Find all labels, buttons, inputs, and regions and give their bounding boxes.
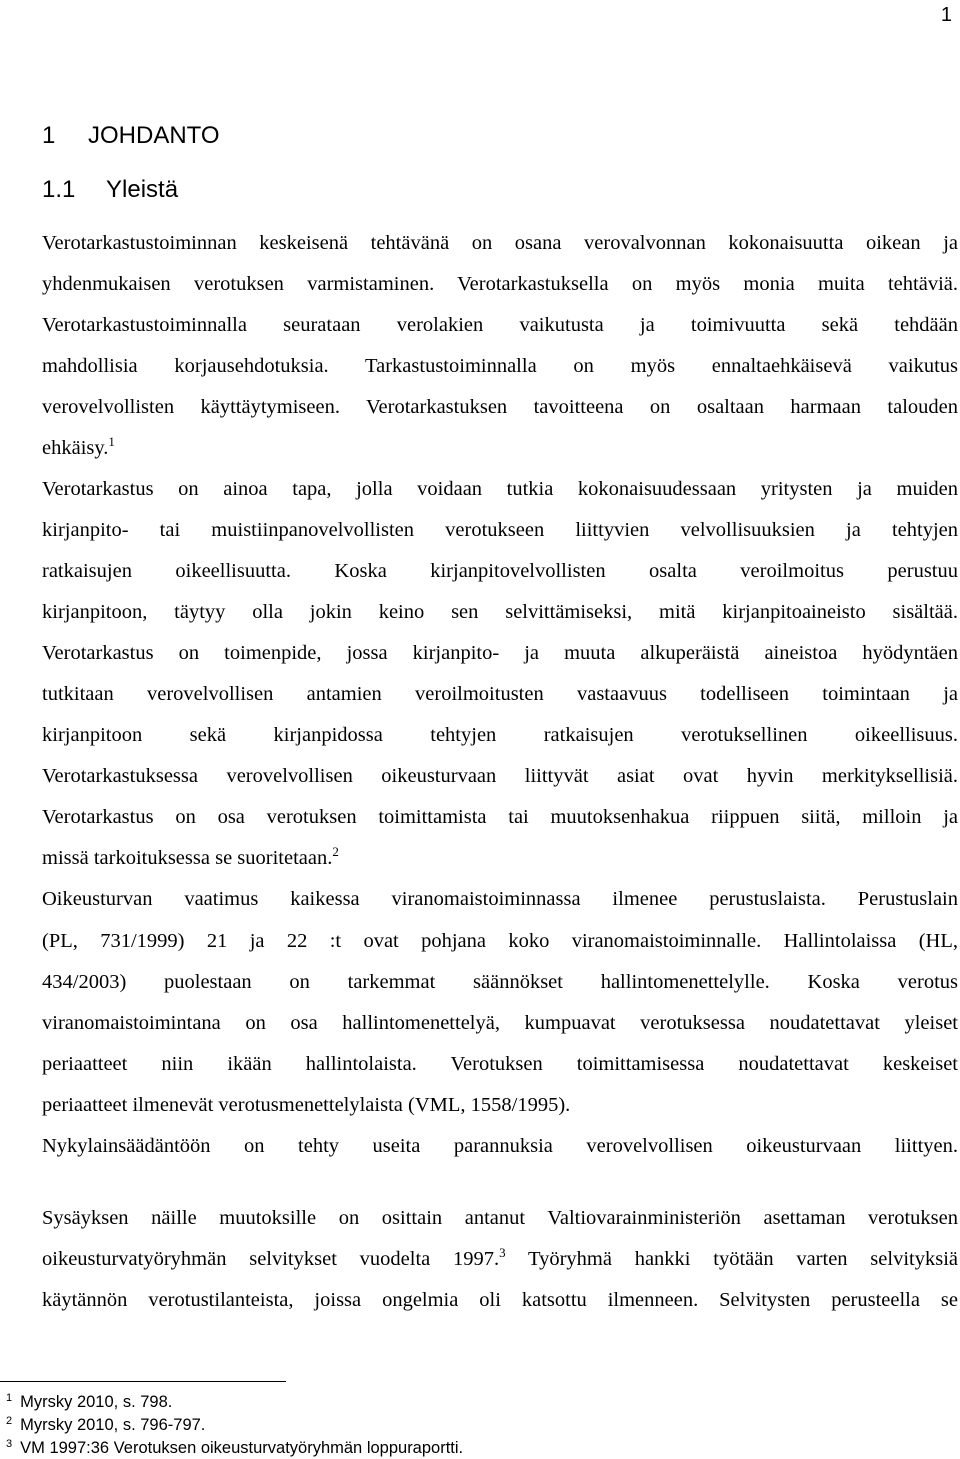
text-line-content: Verotarkastus on toimenpide, jossa kirjanpito- ja muuta alkuperäistä aineistoa hyödyntäen bbox=[42, 642, 958, 664]
text-line bbox=[42, 1245, 958, 1273]
text-line bbox=[42, 639, 958, 667]
text-line bbox=[42, 721, 958, 749]
text-line-content: periaatteet ilmenevät verotusmenettelylaista (VML, 1558/1995). bbox=[42, 1094, 571, 1116]
footnote bbox=[6, 1437, 463, 1459]
text-line-content: Sysäyksen näille muutoksille on osittain antanut Valtiovarainministeriön asettaman verotuksen bbox=[42, 1207, 958, 1229]
text-line-content: ratkaisujen oikeellisuutta. Koska kirjanpitovelvollisten osalta veroilmoitus perustuu bbox=[42, 560, 958, 582]
text-line bbox=[42, 844, 958, 872]
footnote-reference[interactable]: 2 bbox=[332, 844, 339, 859]
text-line bbox=[42, 475, 958, 503]
text-line-continuation: Työryhmä hankki työtään varten selvityksiä bbox=[505, 1248, 958, 1270]
text-line bbox=[42, 927, 958, 955]
text-line bbox=[42, 229, 958, 257]
text-line bbox=[42, 762, 958, 790]
text-line bbox=[42, 1286, 958, 1314]
text-line bbox=[42, 803, 958, 831]
text-line-content: oikeusturvatyöryhmän selvitykset vuodelta 1997. bbox=[42, 1248, 500, 1270]
text-line bbox=[42, 1050, 958, 1078]
text-line bbox=[42, 885, 958, 913]
footnote-reference[interactable]: 3 bbox=[499, 1245, 506, 1260]
footnote-text: VM 1997:36 Verotuksen oikeusturvatyöryhmän loppuraportti. bbox=[20, 1439, 464, 1457]
text-line bbox=[42, 557, 958, 585]
footnote bbox=[6, 1414, 205, 1436]
page-number: 1 bbox=[940, 4, 952, 26]
text-line-content: kirjanpitoon sekä kirjanpidossa tehtyjen ratkaisujen verotuksellinen oikeellisuus. bbox=[42, 724, 958, 746]
text-line bbox=[42, 1009, 958, 1037]
text-line-content: 434/2003) puolestaan on tarkemmat säännökset hallintomenettelylle. Koska verotus bbox=[42, 971, 958, 993]
text-line bbox=[42, 1132, 958, 1160]
text-line-content: Verotarkastus on ainoa tapa, jolla voidaan tutkia kokonaisuudessaan yritysten ja muiden bbox=[42, 478, 958, 500]
text-line bbox=[42, 1204, 958, 1232]
text-line-content: verovelvollisten käyttäytymiseen. Verotarkastuksen tavoitteena on osaltaan harmaan talouden bbox=[42, 396, 958, 418]
text-line-content: kirjanpitoon, täytyy olla jokin keino sen selvittämiseksi, mitä kirjanpitoaineisto sisältää. bbox=[42, 601, 958, 623]
text-line bbox=[42, 393, 958, 421]
text-line bbox=[42, 968, 958, 996]
text-line-content: yhdenmukaisen verotuksen varmistaminen. Verotarkastuksella on myös monia muita tehtäviä. bbox=[42, 273, 958, 295]
text-line-content: viranomaistoimintana on osa hallintomenettelyä, kumpuavat verotuksessa noudatettavat yleiset bbox=[42, 1012, 958, 1034]
footnote-text: Myrsky 2010, s. 796-797. bbox=[20, 1416, 206, 1434]
text-line-content: käytännön verotustilanteista, joissa ongelmia oli katsottu ilmenneen. Selvitysten perusteella se bbox=[42, 1289, 958, 1311]
text-line-content: Oikeusturvan vaatimus kaikessa viranomaistoiminnassa ilmenee perustuslaista. Perustuslain bbox=[42, 888, 958, 910]
text-line-content: Verotarkastus on osa verotuksen toimittamista tai muutoksenhakua riippuen siitä, milloin ja bbox=[42, 806, 958, 828]
text-line-content: (PL, 731/1999) 21 ja 22 :t ovat pohjana koko viranomaistoiminnalle. Hallintolaissa (HL, bbox=[42, 930, 958, 952]
footnote-number: 2 bbox=[6, 1415, 13, 1427]
section-number: 1.1 bbox=[42, 176, 76, 203]
text-line bbox=[42, 516, 958, 544]
text-line bbox=[42, 1091, 958, 1119]
text-line bbox=[42, 352, 958, 380]
footnote-reference[interactable]: 1 bbox=[108, 434, 115, 449]
text-line bbox=[42, 270, 958, 298]
text-line-content: periaatteet niin ikään hallintolaista. Verotuksen toimittamisessa noudatettavat keskeiset bbox=[42, 1053, 958, 1075]
text-line-content: Verotarkastuksessa verovelvollisen oikeusturvaan liittyvät asiat ovat hyvin merkityksellisiä. bbox=[42, 765, 958, 787]
text-line bbox=[42, 311, 958, 339]
footnote-number: 3 bbox=[6, 1438, 13, 1450]
chapter-title: JOHDANTO bbox=[88, 122, 220, 149]
footnote-number: 1 bbox=[6, 1392, 13, 1404]
text-line-content: ehkäisy. bbox=[42, 437, 109, 459]
footnote-text: Myrsky 2010, s. 798. bbox=[20, 1393, 173, 1411]
text-line-content: Nykylainsäädäntöön on tehty useita parannuksia verovelvollisen oikeusturvaan liittyen. bbox=[42, 1135, 958, 1157]
footnote bbox=[6, 1391, 172, 1413]
text-line bbox=[42, 434, 958, 462]
text-line-content: Verotarkastustoiminnalla seurataan verolakien vaikutusta ja toimivuutta sekä tehdään bbox=[42, 314, 958, 336]
chapter-heading bbox=[42, 122, 220, 150]
text-line-content: mahdollisia korjausehdotuksia. Tarkastustoiminnalla on myös ennaltaehkäisevä vaikutus bbox=[42, 355, 958, 377]
text-line-content: missä tarkoituksessa se suoritetaan. bbox=[42, 847, 333, 869]
text-line-content: tutkitaan verovelvollisen antamien veroilmoitusten vastaavuus todelliseen toimintaan ja bbox=[42, 683, 958, 705]
text-line-content: Verotarkastustoiminnan keskeisenä tehtävänä on osana verovalvonnan kokonaisuutta oikean ja bbox=[42, 232, 958, 254]
footnote-separator bbox=[0, 1381, 286, 1382]
section-title: Yleistä bbox=[106, 176, 179, 203]
section-heading bbox=[42, 176, 178, 204]
text-line bbox=[42, 598, 958, 626]
chapter-number: 1 bbox=[42, 122, 56, 149]
text-line bbox=[42, 680, 958, 708]
text-line-content: kirjanpito- tai muistiinpanovelvollisten verotukseen liittyvien velvollisuuksien ja tehtyjen bbox=[42, 519, 958, 541]
